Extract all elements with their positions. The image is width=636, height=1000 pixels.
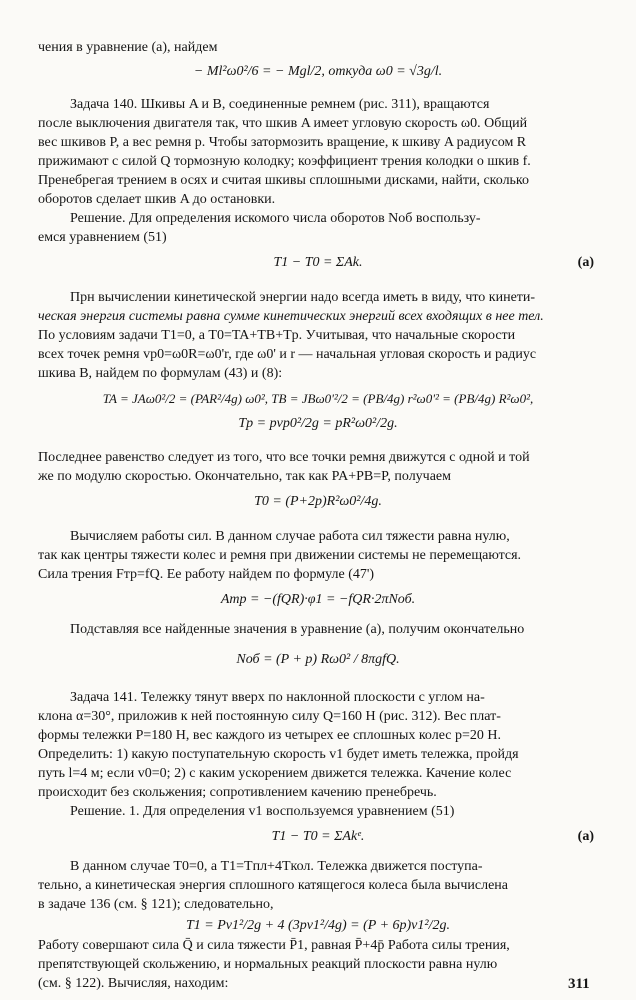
text-line: емся уравнением (51) [38, 230, 167, 245]
formula: Aтр = −(fQR)·φ1 = −fQR·2πNоб. [220, 592, 416, 607]
equation-tag: (a) [577, 829, 594, 844]
text-line: Вычисляем работы сил. В данном случае работа сил тяжести равна нулю, [70, 529, 510, 544]
problem-140-heading: Задача 140. Шкивы A и B, соединенные ремнем (рис. 311), вращаются [70, 97, 490, 112]
text-line: В данном случае T0=0, а T1=Tпл+4Tкол. Тележка движется поступа- [70, 859, 483, 874]
text-line: ческая энергия системы равна сумме кинетических энергий всех входящих в нее тел. [38, 309, 544, 324]
text-line: происходит без скольжения; сопротивлением качению пренебречь. [38, 785, 437, 800]
problem-141-heading: Задача 141. Тележку тянут вверх по наклонной плоскости с углом на- [70, 690, 485, 705]
text-line: По условиям задачи T1=0, а T0=TA+TB+Tp. Учитывая, что начальные скорости [38, 328, 516, 343]
text-line: прижимают с силой Q тормозную колодку; коэффициент трения колодки о шкив f. [38, 154, 531, 169]
text-line: Определить: 1) какую поступательную скорость v1 будет иметь тележка, пройдя [38, 747, 519, 762]
text-line: Пренебрегая трением в осях и считая шкивы сплошными дисками, найти, сколько [38, 173, 530, 188]
text-line: клона α=30°, приложив к ней постоянную силу Q=160 Н (рис. 312). Вес плат- [38, 709, 501, 724]
formula: T0 = (P+2p)R²ω0²/4g. [254, 494, 382, 509]
solution-line: Решение. 1. Для определения v1 воспользуемся уравнением (51) [70, 804, 455, 819]
formula: Tp = pvp0²/2g = pR²ω0²/2g. [238, 416, 398, 431]
formula: Nоб = (P + p) Rω0² / 8πgfQ. [236, 652, 400, 667]
text-line: Подставляя все найденные значения в уравнение (а), получим окончательно [70, 622, 525, 637]
text-line: в задаче 136 (см. § 121); следовательно, [38, 897, 274, 912]
formula: − Ml²ω0²/6 = − Mgl/2, откуда ω0 = √3g/l. [193, 64, 443, 79]
text-line: препятствующей скольжению, и нормальных реакций плоскости равна нулю [38, 957, 498, 972]
text-line: оборотов сделает шкив A до остановки. [38, 192, 276, 207]
formula: TA = JAω0²/2 = (PAR²/4g) ω0², TB = JBω0'²/2 = (PB/4g) r²ω0'² = (PB/4g) R²ω0², [102, 391, 534, 406]
text-line: Сила трения Fтр=fQ. Ее работу найдем по формуле (47') [38, 567, 375, 582]
text-line: после выключения двигателя так, что шкив A имеет угловую скорость ω0. Общий [38, 116, 528, 131]
page-number: 311 [568, 976, 590, 992]
equation-tag: (a) [577, 255, 594, 270]
text-line: тельно, а кинетическая энергия сплошного катящегося колеса была вычислена [38, 878, 508, 893]
text-line: Прн вычислении кинетической энергии надо всегда иметь в виду, что кинети- [70, 290, 536, 305]
text-line: всех точек ремня vp0=ω0R=ω0'r, где ω0' и r — начальная угловая скорость и радиус [38, 347, 537, 362]
formula: T1 − T0 = ΣAk. [273, 255, 363, 270]
text-line: Последнее равенство следует из того, что все точки ремня движутся с одной и той [38, 450, 530, 465]
text-line: же по модулю скоростью. Окончательно, так как PA+PB=P, получаем [38, 469, 452, 484]
text-line: вес шкивов P, а вес ремня p. Чтобы затормозить вращение, к шкиву A радиусом R [38, 135, 527, 150]
formula: T1 = Pv1²/2g + 4 (3pv1²/4g) = (P + 6p)v1²/2g. [186, 918, 450, 933]
text-line: шкива B, найдем по формулам (43) и (8): [38, 366, 283, 381]
text-line: Работу совершают сила Q̄ и сила тяжести P̄1, равная P̄+4p̄ Работа силы трения, [38, 938, 510, 953]
text-line: чения в уравнение (а), найдем [38, 40, 218, 55]
text-line: путь l=4 м; если v0=0; 2) с каким ускорением движется тележка. Качение колес [38, 766, 512, 781]
text-line: формы тележки P=180 Н, вес каждого из четырех ее сплошных колес p=20 Н. [38, 728, 502, 743]
text-line: (см. § 122). Вычисляя, находим: [38, 976, 229, 991]
formula: T1 − T0 = ΣAkᵉ. [271, 829, 365, 844]
text-line: так как центры тяжести колес и ремня при движении системы не перемещаются. [38, 548, 522, 563]
solution-line: Решение. Для определения искомого числа оборотов Nоб воспользу- [70, 211, 481, 226]
